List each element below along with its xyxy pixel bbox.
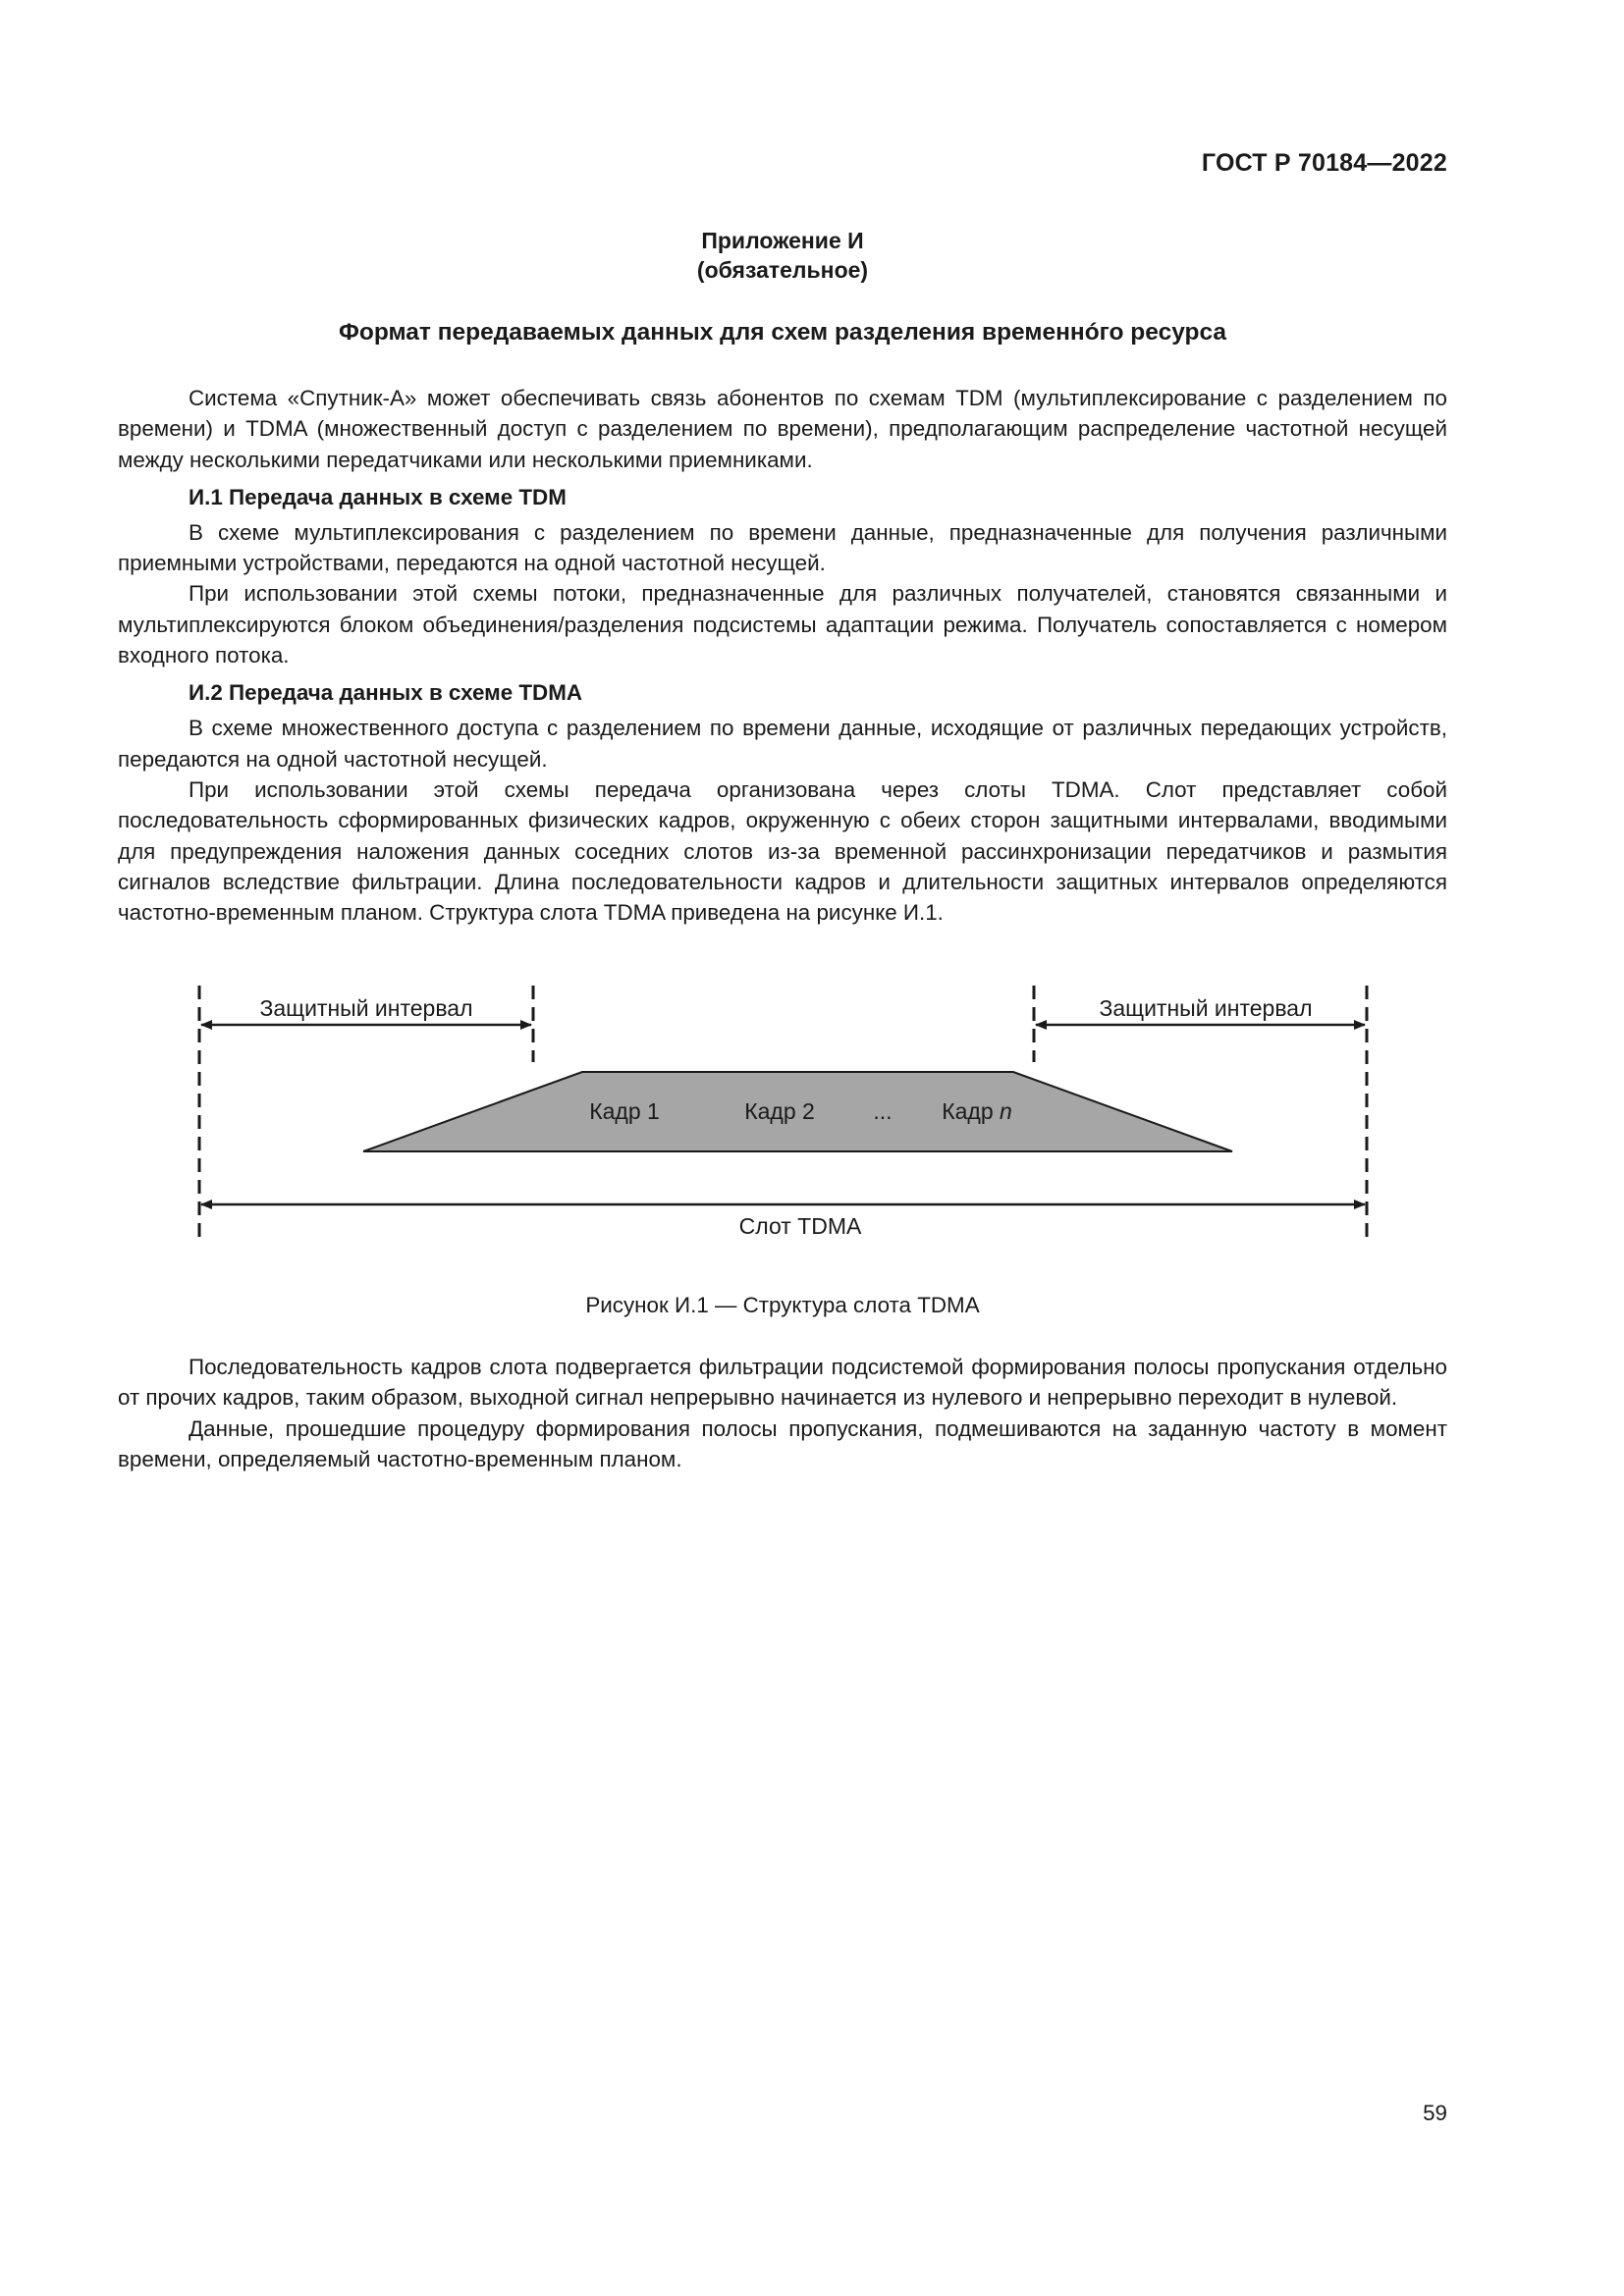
annex-label: Приложение И (701, 228, 864, 253)
slot-label: Слот TDMA (738, 1213, 862, 1239)
tdma-slot-diagram (0, 972, 1624, 1266)
page-number: 59 (1423, 2101, 1447, 2125)
annex-status: (обязательное) (696, 257, 869, 283)
frame-2-label: Кадр 2 (744, 1098, 815, 1124)
intro-paragraph: Система «Спутник-А» может обеспечивать связь абонентов по схемам TDM (мультиплексирование с разделением по времени) и TDMA (множественный доступ с разделением по времени), предполагающим распределение частотной несущей между несколькими передатчиками или несколькими приемниками. (118, 386, 1447, 472)
body-text-top (118, 383, 1447, 928)
guard-left-label: Защитный интервал (259, 995, 473, 1021)
paragraph: Последовательность кадров слота подвергается фильтрации подсистемой формирования полосы пропускания отдельно от прочих кадров, таким образом, выходной сигнал непрерывно начинается из нулевого и непрерывно переходит в нулевой. (118, 1355, 1447, 1411)
section-heading-tdma: И.2 Передача данных в схеме TDMA (189, 680, 583, 706)
frame-ellipsis: ... (873, 1098, 893, 1124)
frame-n-label (942, 1098, 1012, 1124)
figure-caption: Рисунок И.1 — Структура слота TDMA (585, 1293, 980, 1317)
frame-n-prefix: Кадр (942, 1098, 1000, 1124)
section-heading-tdm: И.1 Передача данных в схеме TDM (189, 484, 567, 509)
annex-header (0, 226, 1565, 285)
paragraph: При использовании этой схемы передача организована через слоты TDMA. Слот представляет собой последовательность сформированных физических кадров, окруженную с обеих сторон защитными интервалами, вводимыми для предупреждения наложения данных соседних слотов из-за временной рассинхронизации передатчиков и размытия сигналов вследствие фильтрации. Длина последовательности кадров и длительности защитных интервалов определяются частотно-временным планом. Структура слота TDMA приведена на рисунке И.1. (118, 776, 1447, 926)
guard-right-label: Защитный интервал (1099, 995, 1313, 1021)
body-text-bottom (118, 1352, 1447, 1474)
standard-code: ГОСТ Р 70184—2022 (1201, 149, 1447, 177)
tdma-slot-figure (0, 972, 1624, 1266)
annex-title: Формат передаваемых данных для схем разделения временнóго ресурса (338, 319, 1227, 346)
paragraph: В схеме мультиплексирования с разделением по времени данные, предназначенные для получения различными приемными устройствами, передаются на одной частотной несущей. (118, 519, 1447, 576)
frame-1-label: Кадр 1 (589, 1098, 660, 1124)
frame-n-variable: n (1000, 1098, 1012, 1124)
paragraph: В схеме множественного доступа с разделением по времени данные, исходящие от различных передающих устройств, передаются на одной частотной несущей. (118, 716, 1447, 772)
paragraph: Данные, прошедшие процедуру формирования полосы пропускания, подмешиваются на заданную частоту в момент времени, определяемый частотно-временным планом. (118, 1415, 1447, 1471)
paragraph: При использовании этой схемы потоки, предназначенные для различных получателей, становятся связанными и мультиплексируются блоком объединения/разделения подсистемы адаптации режима. Получатель сопоставляется с номером входного потока. (118, 581, 1447, 668)
